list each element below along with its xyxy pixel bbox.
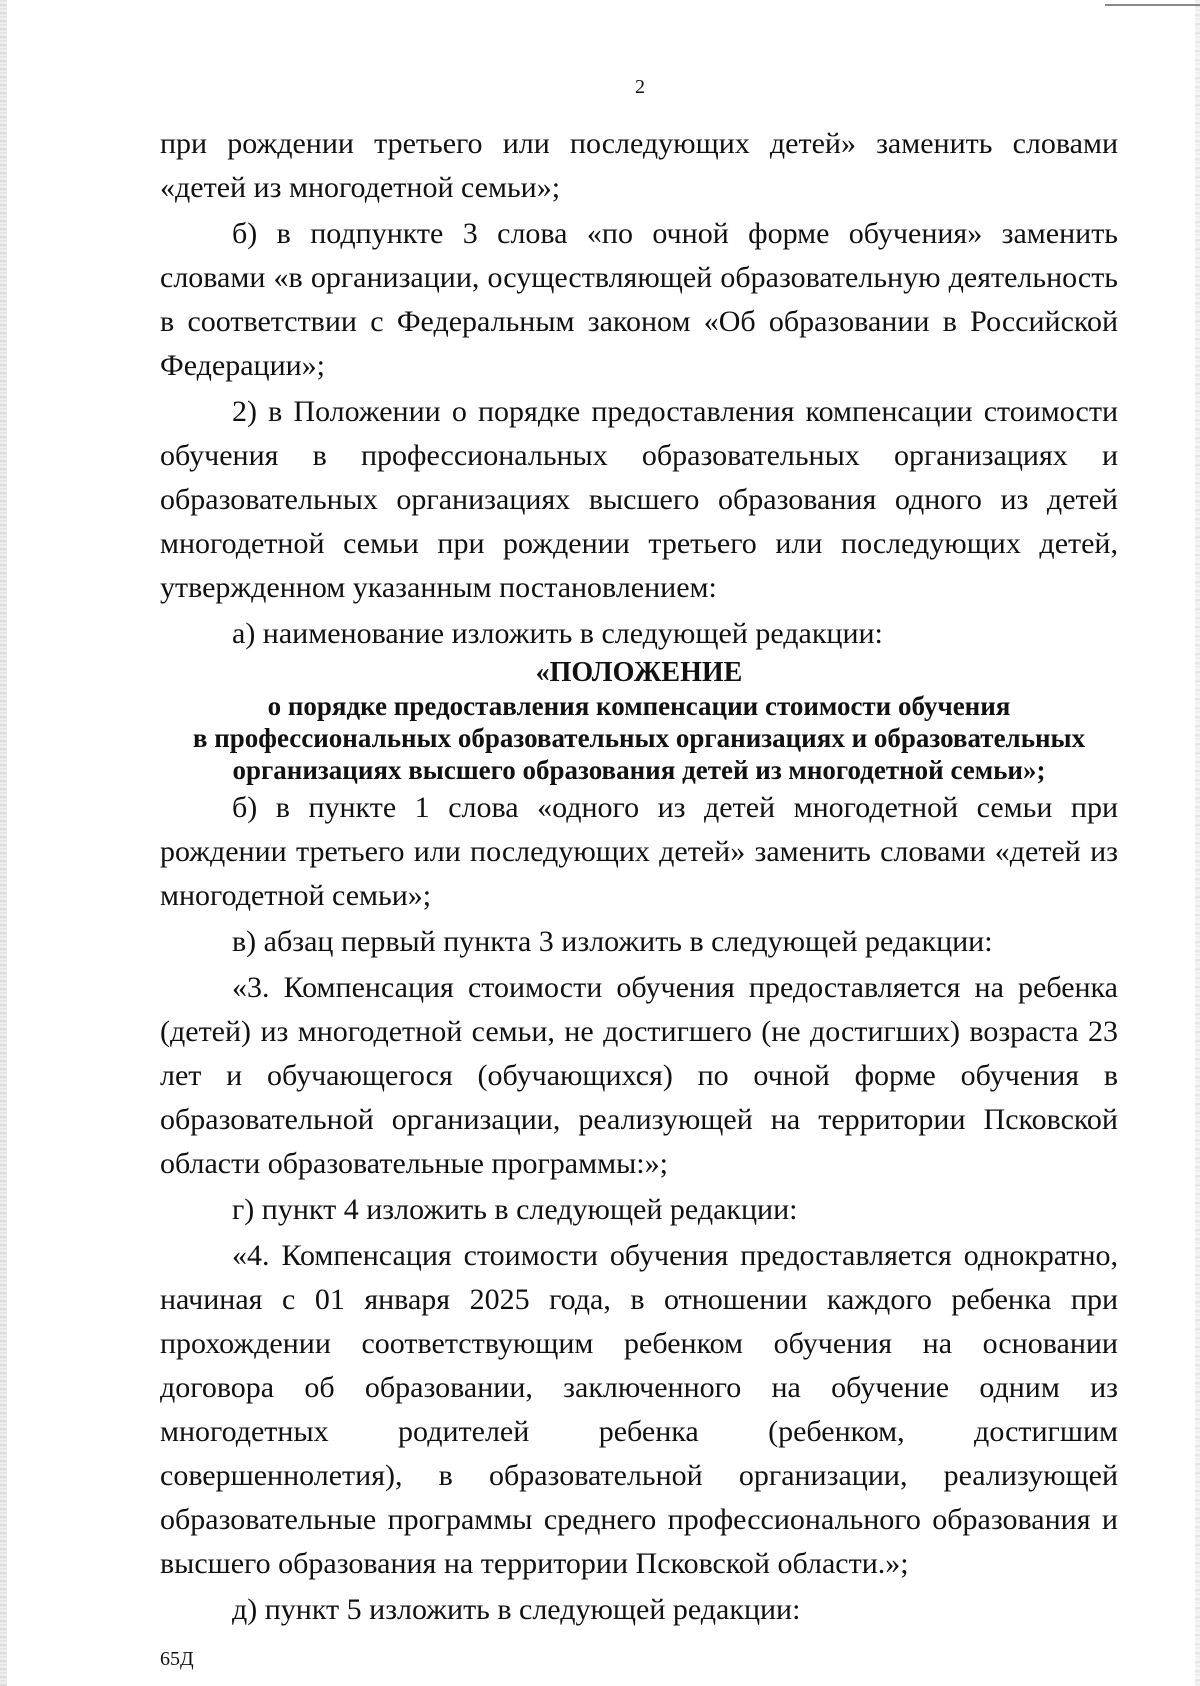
footer-code: 65Д [160, 1648, 194, 1670]
heading-title: «ПОЛОЖЕНИЕ [535, 657, 743, 688]
scan-edge-right [1195, 0, 1200, 1686]
scan-edge-left [0, 0, 7, 1686]
scan-corner-mark [1105, 4, 1200, 6]
paragraph-subitem-b: б) в подпункте 3 слова «по очной форме обучения» заменить словами «в организации, осуществляющей образовательную деятельность в соответствии с Федеральным законом «Об образовании в Российской Федерации»; [160, 217, 1118, 382]
paragraph-subitem-v: в) абзац первый пункта 3 изложить в следующей редакции: [232, 925, 993, 958]
document-body [160, 122, 1118, 1632]
paragraph-point-3-text: «3. Компенсация стоимости обучения предоставляется на ребенка (детей) из многодетной семьи, не достигшего (не достигших) возраста 23 лет и обучающегося (обучающихся) по очной форме обучения в образовательной организации, реализующей на территории Псковской области образовательные программы:»; [160, 971, 1118, 1180]
paragraph-point-4-text: «4. Компенсация стоимости обучения предоставляется однократно, начиная с 01 января 2025 года, в отношении каждого ребенка при прохождении соответствующим ребенком обучения на основании договора об образовании, заключенного на обучение одним из многодетных родителей ребенка (ребенком, достигшим совершеннолетия), в образовательной организации, реализующей образовательные программы среднего профессионального образования и высшего образования на территории Псковской области.»; [160, 1239, 1118, 1580]
paragraph-subitem-g: г) пункт 4 изложить в следующей редакции: [232, 1193, 798, 1226]
paragraph-continuation: при рождении третьего или последующих детей» заменить словами «детей из многодетной семьи»; [160, 127, 1118, 204]
paragraph-subitem-a: а) наименование изложить в следующей редакции: [232, 617, 883, 650]
paragraph-subitem-b-point-1: б) в пункте 1 слова «одного из детей многодетной семьи при рождении третьего или последующих детей» заменить словами «детей из многодетной семьи»; [160, 791, 1118, 912]
page-number: 2 [635, 76, 645, 98]
heading-line-2: в профессиональных образовательных организациях и образовательных [192, 723, 1086, 753]
heading-line-3: организациях высшего образования детей из многодетной семьи»; [232, 755, 1046, 785]
paragraph-subitem-d: д) пункт 5 изложить в следующей редакции: [232, 1593, 801, 1626]
heading-line-1: о порядке предоставления компенсации стоимости обучения [267, 691, 1011, 721]
paragraph-item-2: 2) в Положении о порядке предоставления компенсации стоимости обучения в профессиональных образовательных организациях и образовательных организациях высшего образования одного из детей многодетной семьи при рождении третьего или последующих детей, утвержденном указанным постановлением: [160, 395, 1118, 604]
